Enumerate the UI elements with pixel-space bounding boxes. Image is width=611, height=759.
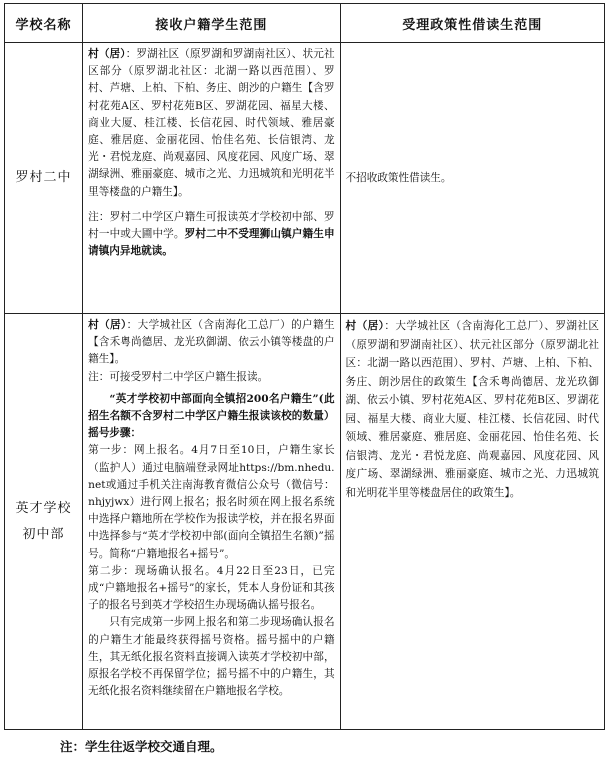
lottery-step-3: 只有完成第一步网上报名和第二步现场确认报名的户籍生才能最终获得摇号资格。摇号摇中的户籍生，其无纸化报名资料直接调入读英才学校初中部，原报名学校不再保留学位；摇号摇不中的户籍生，其无纸化报名资料继续留在户籍地报名学校。 xyxy=(88,616,335,698)
school-name-text: 英才学校初中部 xyxy=(15,500,72,542)
village-lead: 村（居） xyxy=(88,48,126,60)
policy-scope-luocun xyxy=(340,43,604,314)
header-school-name: 学校名称 xyxy=(5,4,83,43)
policy-text: 不招收政策性借读生。 xyxy=(345,171,452,184)
header-household-scope: 接收户籍学生范围 xyxy=(83,4,340,43)
household-scope-paragraph xyxy=(88,317,334,369)
admission-table xyxy=(4,3,605,730)
policy-scope-yingcai xyxy=(340,314,604,730)
village-lead: 村（居） xyxy=(345,320,385,332)
household-note xyxy=(88,209,334,261)
footnote: 注：学生往返学校交通自理。 xyxy=(60,739,223,754)
school-name-yingcai xyxy=(5,314,83,730)
lottery-title: “英才学校初中部面向全镇招200名户籍生”(此招生名额不含罗村二中学区户籍生报读该校的数量）摇号步骤： xyxy=(88,392,335,440)
table-header-row xyxy=(5,4,605,43)
household-scope-text: ：罗湖社区（原罗湖和罗湖南社区）、状元社区部分（原罗湖北社区：北湖一路以西范围）、罗村、芦塘、上柏、下柏、务庄、朗沙的户籍生【含罗村花苑A区、罗村花苑B区、罗湖花园、福星大楼、商业大厦、桂江楼、长信花园、时代领域、雅居豪庭、雅居庭、金丽花园、怡佳名苑、长信银湾、龙光・君悦龙庭、尚观嘉园、风度花园、风度广场、翠湖绿洲、雅丽豪庭、城市之光、力迅城筑和光明花半里等楼盘的户籍生】。 xyxy=(88,48,335,198)
household-scope-yingcai xyxy=(83,314,340,730)
lottery-step-2: 第二步：现场确认报名。4月22日至23日，已完成“户籍地报名+摇号”的家长，凭本人身份证和其孩子的报名号到英才学校招生办现场确认摇号报名。 xyxy=(88,564,335,612)
household-scope-paragraph xyxy=(88,46,334,201)
note-normal: 注：罗村二中学区户籍生可报读英才学校初中部、罗村一中或大圃中学。 xyxy=(88,210,335,241)
household-scope-luocun xyxy=(83,43,340,314)
table-row xyxy=(5,43,605,314)
policy-text: ：大学城社区（含南海化工总厂）、罗湖社区（原罗湖和罗湖南社区）、状元社区部分（原罗湖北社区：北湖一路以西范围）、罗村、芦塘、上柏、下柏、务庄、朗沙居住的政策生【含禾粤尚德居、龙光玖御湖、依云小镇、罗村花苑A区、罗村花苑B区、罗湖花园、福星大楼、商业大厦、桂江楼、长信花园、时代领域、雅居豪庭、雅居庭、金丽花园、怡佳名苑、长信银湾、龙光・君悦龙庭、尚观嘉园、风度花园、风度广场、翠湖绿洲、雅丽豪庭、城市之光、力迅城筑和光明花半里等楼盘居住的政策生】。 xyxy=(345,320,599,499)
school-name-luocun xyxy=(5,43,83,314)
household-scope-text: ：大学城社区（含南海化工总厂）的户籍生【含禾粤尚德居、龙光玖御湖、依云小镇等楼盘的户籍生】。 xyxy=(88,319,335,366)
policy-paragraph xyxy=(346,317,599,502)
household-note: 注：可接受罗村二中学区户籍生报读。 xyxy=(88,370,269,383)
lottery-step-1: 第一步：网上报名。4月7日至10日，户籍生家长（监护人）通过电脑端登录网址https://bm.nhedu.net或通过手机关注南海教育微信公众号（微信号：nhjyjwx）进行网上报名；报名时须在网上报名系统中选择户籍地所在学校作为报读学校，并在报名界面中选择参与“英才学校初中部(面向全镇招生名额)”摇号。简称“户籍地报名+摇号”。 xyxy=(88,444,335,560)
village-lead: 村（居） xyxy=(88,319,127,331)
header-policy-scope: 受理政策性借读生范围 xyxy=(340,4,604,43)
table-row xyxy=(5,314,605,730)
note-bold: 罗村二中不受理狮山镇户籍生申请镇内异地就读。 xyxy=(88,228,335,258)
school-name-text: 罗村二中 xyxy=(15,170,72,185)
